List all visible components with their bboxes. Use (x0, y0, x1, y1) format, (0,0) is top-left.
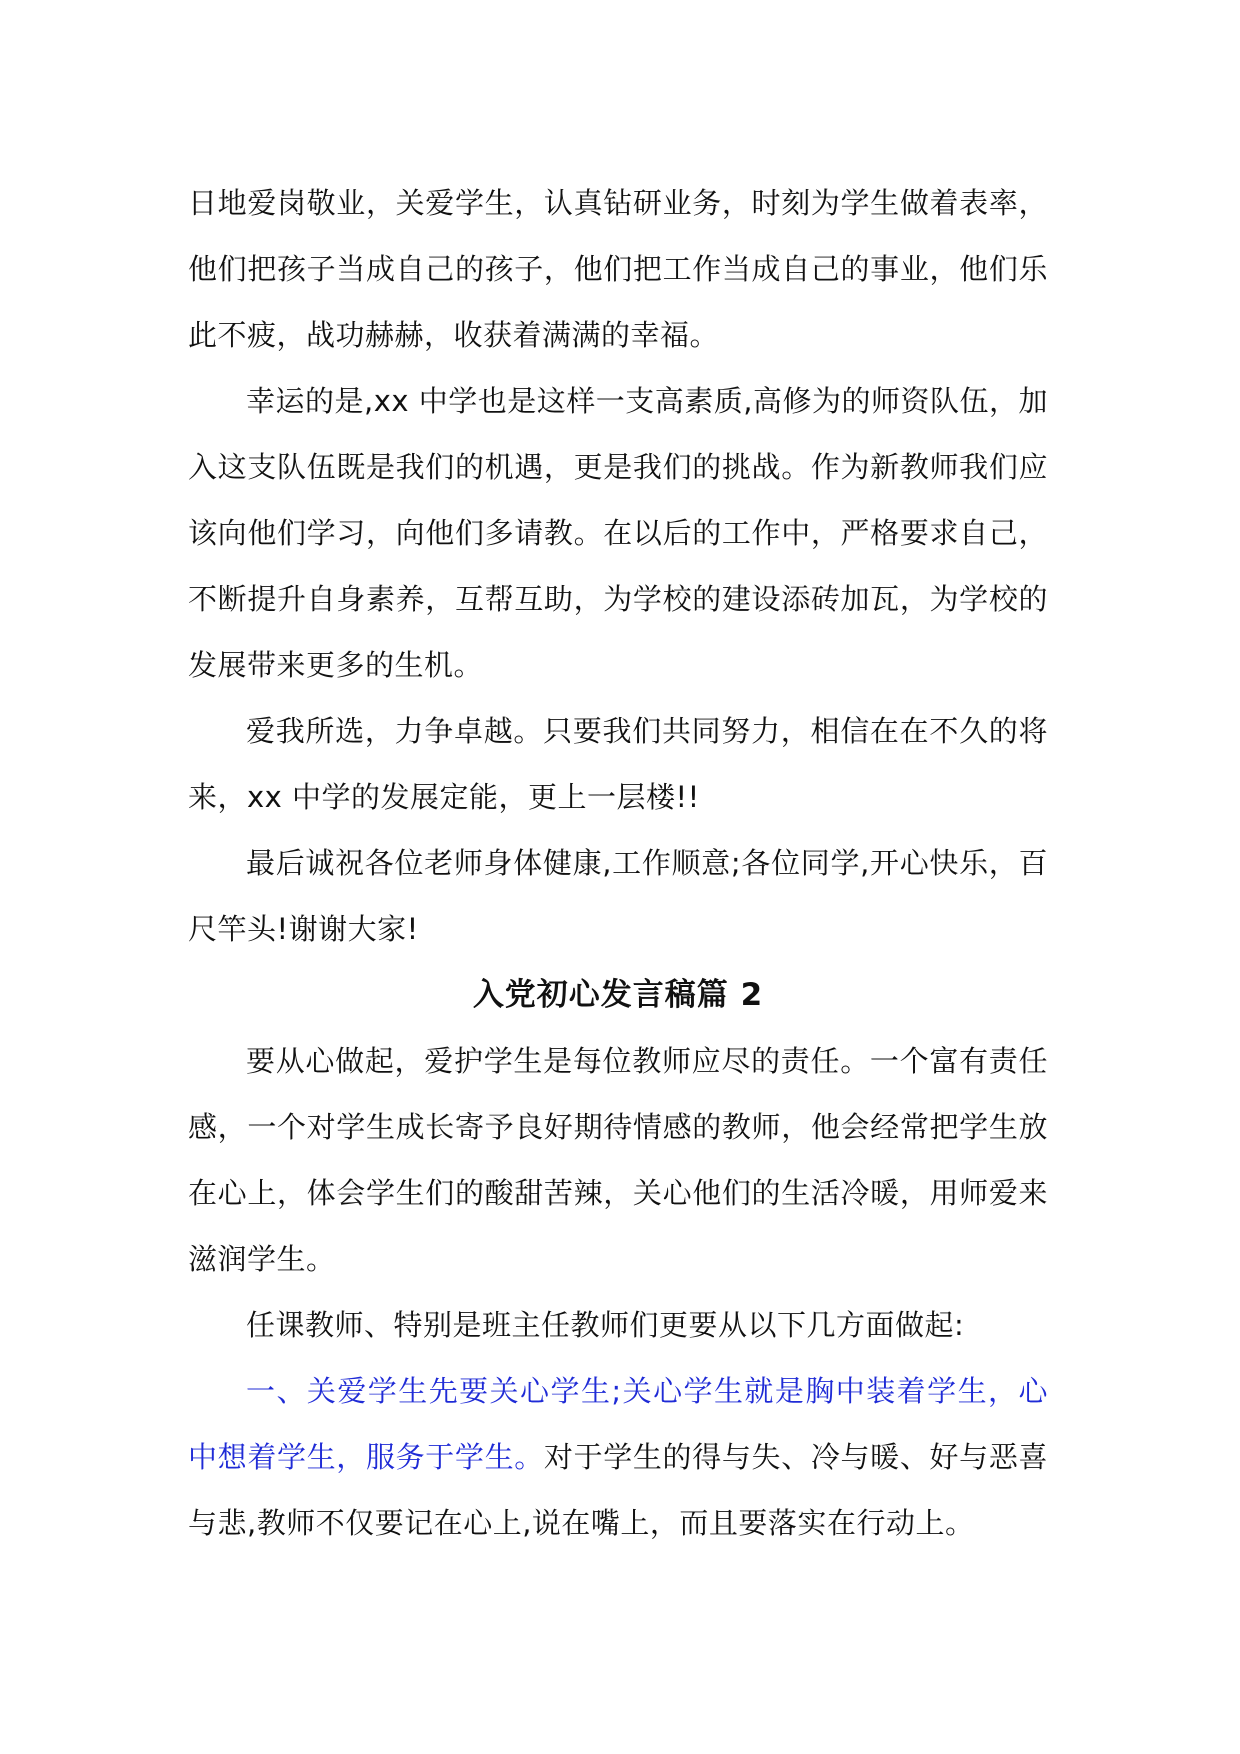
document-page (188, 170, 1048, 1556)
section-title: 入党初心发言稿篇 2 (472, 977, 764, 1013)
paragraph-5: 要从心做起，爱护学生是每位教师应尽的责任。一个富有责任感，一个对学生成长寄予良好期待情感的教师，他会经常把学生放在心上，体会学生们的酸甜苦辣，关心他们的生活冷暖，用师爱来滋润学生。 (188, 1044, 1048, 1276)
paragraph-7-rest: 对于学生的得与失、冷与暖、好与恶喜与悲,教师不仅要记在心上,说在嘴上，而且要落实在行动上。 (188, 1440, 1048, 1540)
paragraph-4: 最后诚祝各位老师身体健康,工作顺意;各位同学,开心快乐，百尺竿头!谢谢大家! (188, 846, 1048, 946)
paragraph-1: 日地爱岗敬业，关爱学生，认真钻研业务，时刻为学生做着表率，他们把孩子当成自己的孩子，他们把工作当成自己的事业，他们乐此不疲，战功赫赫，收获着满满的幸福。 (188, 186, 1048, 352)
paragraph-6: 任课教师、特别是班主任教师们更要从以下几方面做起: (246, 1308, 965, 1342)
highlighted-text: 一、关爱学生先要关心学生;关心学生就是胸中装着学生，心中想着学生，服务于学生。 (188, 1374, 1048, 1474)
paragraph-7 (188, 1358, 1048, 1556)
paragraph-3: 爱我所选，力争卓越。只要我们共同努力，相信在在不久的将来，xx 中学的发展定能，更上一层楼!! (188, 714, 1048, 814)
paragraph-2: 幸运的是,xx 中学也是这样一支高素质,高修为的师资队伍，加入这支队伍既是我们的机遇，更是我们的挑战。作为新教师我们应该向他们学习，向他们多请教。在以后的工作中，严格要求自己，不断提升自身素养，互帮互助，为学校的建设添砖加瓦，为学校的发展带来更多的生机。 (188, 384, 1048, 682)
